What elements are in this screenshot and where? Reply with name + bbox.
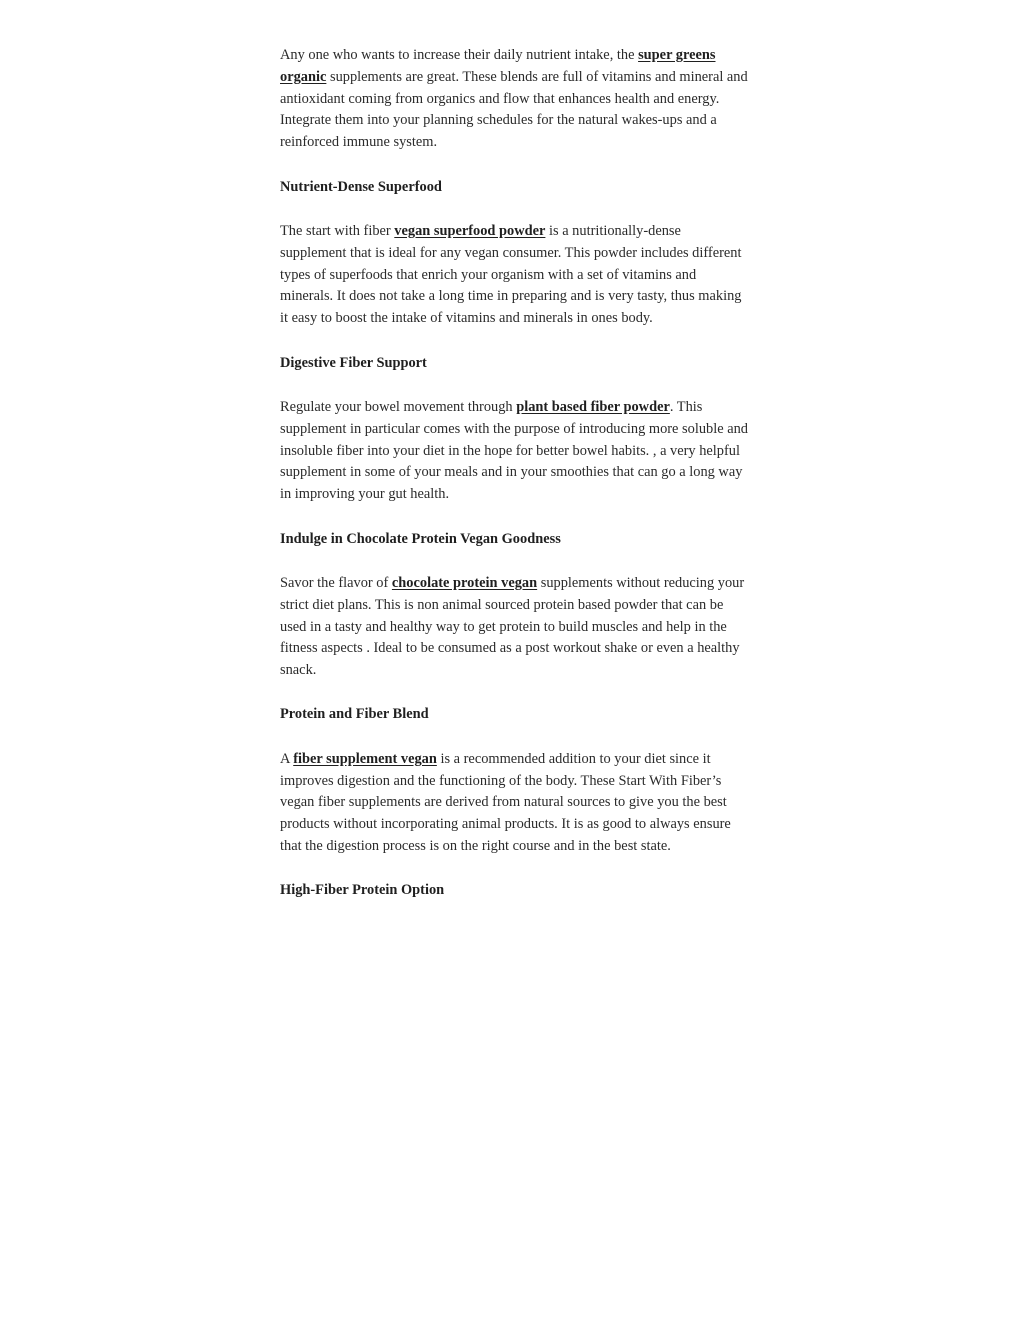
article-body bbox=[280, 45, 748, 925]
paragraph-super-greens bbox=[280, 45, 748, 154]
paragraph-plant-fiber bbox=[280, 397, 748, 506]
paragraph-text: supplements are great. These blends are full of vitamins and mineral and antioxidant coming from organics and flow that enhances health and energy. Integrate them into your planning schedules for the natural wakes-ups and a reinforced immune system. bbox=[280, 68, 748, 151]
link-fiber-supplement-vegan[interactable]: fiber supplement vegan bbox=[293, 750, 437, 767]
link-plant-based-fiber-powder[interactable]: plant based fiber powder bbox=[516, 398, 670, 415]
link-chocolate-protein-vegan[interactable]: chocolate protein vegan bbox=[391, 574, 538, 591]
paragraph-vegan-superfood bbox=[280, 221, 748, 330]
paragraph-chocolate-protein bbox=[280, 573, 748, 682]
paragraph-text: Savor the flavor of bbox=[280, 574, 392, 591]
heading-protein-fiber-blend: Protein and Fiber Blend bbox=[280, 706, 429, 723]
paragraph-text: . This supplement in particular comes with the purpose of introducing more soluble and insoluble fiber into your diet in the hope for better bowel habits. , a very helpful supplement in some of your meals and in your smoothies that can go a long way in improving your gut health. bbox=[280, 398, 748, 503]
paragraph-text: is a recommended addition to your diet since it improves digestion and the functioning of the body. These Start With Fiber’s vegan fiber supplements are derived from natural sources to give you the best products without incorporating animal products. It is as good to always ensure that the digestion process is on the right course and in the best state. bbox=[280, 750, 731, 855]
paragraph-text: supplements without reducing your strict diet plans. This is non animal sourced protein based powder that can be used in a tasty and healthy way to get protein to build muscles and help in the fitness aspects . Ideal to be consumed as a post workout shake or even a healthy snack. bbox=[280, 574, 745, 679]
paragraph-text: Any one who wants to increase their daily nutrient intake, the bbox=[280, 47, 639, 63]
link-super-greens-organic[interactable]: super greens organic bbox=[280, 47, 716, 85]
heading-chocolate-protein: Indulge in Chocolate Protein Vegan Goodness bbox=[280, 530, 561, 547]
heading-high-fiber-protein: High-Fiber Protein Option bbox=[280, 882, 445, 899]
heading-digestive-fiber-support: Digestive Fiber Support bbox=[280, 354, 427, 371]
paragraph-text: A bbox=[280, 750, 294, 767]
heading-nutrient-dense-superfood: Nutrient-Dense Superfood bbox=[280, 178, 442, 195]
paragraph-text: is a nutritionally-dense supplement that is ideal for any vegan consumer. This powder includes different types of superfoods that enrich your organism with a set of vitamins and minerals. It does not take a long time in preparing and is very tasty, thus making it easy to boost the intake of vitamins and minerals in ones body. bbox=[280, 222, 742, 327]
paragraph-text: Regulate your bowel movement through bbox=[280, 398, 517, 415]
paragraph-text: The start with fiber bbox=[280, 222, 395, 239]
link-vegan-superfood-powder[interactable]: vegan superfood powder bbox=[394, 222, 546, 239]
paragraph-fiber-supplement bbox=[280, 749, 748, 858]
